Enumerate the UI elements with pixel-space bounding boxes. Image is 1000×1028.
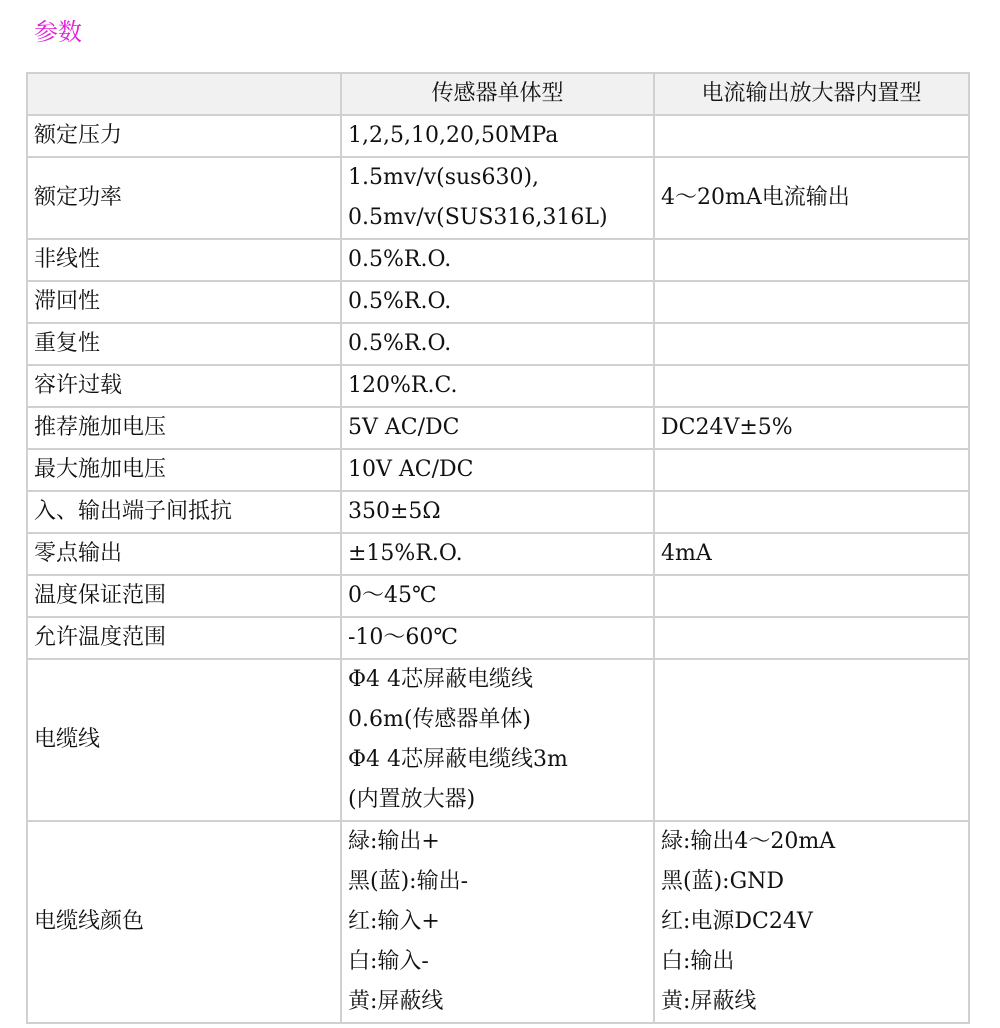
cell-line: 0.5%R.O.	[348, 331, 452, 356]
amplifier-value-cell	[654, 407, 969, 449]
table-row	[27, 239, 969, 281]
amplifier-value-cell	[654, 239, 969, 281]
table-row	[27, 821, 969, 1023]
sensor-value-cell	[341, 115, 654, 157]
sensor-value-cell	[341, 407, 654, 449]
cell-line: -10～60℃	[348, 625, 459, 650]
sensor-value-cell	[341, 491, 654, 533]
cell-line: 1,2,5,10,20,50MPa	[348, 123, 559, 148]
row-label: 电缆线颜色	[27, 821, 341, 1023]
row-label: 零点输出	[27, 533, 341, 575]
sensor-value-cell	[341, 821, 654, 1023]
cell-line: 红:电源DC24V	[661, 909, 813, 934]
sensor-value-cell	[341, 575, 654, 617]
table-row	[27, 449, 969, 491]
table-row	[27, 157, 969, 239]
sensor-value-cell	[341, 239, 654, 281]
cell-line: 4～20mA电流输出	[661, 185, 850, 210]
row-label: 额定压力	[27, 115, 341, 157]
table-row	[27, 491, 969, 533]
sensor-value-cell	[341, 281, 654, 323]
amplifier-value-cell	[654, 449, 969, 491]
cell-line: 黑(蓝):GND	[661, 869, 785, 894]
table-row	[27, 617, 969, 659]
spec-table-body	[27, 73, 969, 1023]
cell-line: 5V AC/DC	[348, 415, 460, 440]
cell-line: ±15%R.O.	[348, 541, 463, 566]
row-label: 入、输出端子间抵抗	[27, 491, 341, 533]
row-label: 额定功率	[27, 157, 341, 239]
cell-line: Φ4 4芯屏蔽电缆线3m	[348, 747, 568, 772]
cell-line: 0.6m(传感器单体)	[348, 707, 532, 732]
header-cell-amplifier: 电流输出放大器内置型	[654, 73, 969, 115]
cell-line: 0.5%R.O.	[348, 289, 452, 314]
cell-line: 緑:输出4～20mA	[661, 829, 836, 854]
cell-line: 4mA	[661, 541, 712, 566]
row-label: 电缆线	[27, 659, 341, 821]
cell-line: 1.5mv/v(sus630),	[348, 165, 540, 190]
row-label: 温度保证范围	[27, 575, 341, 617]
amplifier-value-cell	[654, 157, 969, 239]
header-cell-sensor: 传感器单体型	[341, 73, 654, 115]
cell-line: 白:输入-	[348, 949, 429, 974]
cell-line: 120%R.C.	[348, 373, 458, 398]
cell-line: Φ4 4芯屏蔽电缆线	[348, 667, 534, 692]
cell-line: 0.5mv/v(SUS316,316L)	[348, 205, 608, 230]
sensor-value-cell	[341, 533, 654, 575]
table-header-row	[27, 73, 969, 115]
cell-line: 黄:屏蔽线	[348, 989, 444, 1014]
table-row	[27, 323, 969, 365]
table-row	[27, 533, 969, 575]
cell-line: 白:输出	[661, 949, 735, 974]
row-label: 滞回性	[27, 281, 341, 323]
amplifier-value-cell	[654, 659, 969, 821]
page-title: 参数	[34, 18, 82, 46]
amplifier-value-cell	[654, 115, 969, 157]
amplifier-value-cell	[654, 617, 969, 659]
cell-line: 緑:输出+	[348, 829, 440, 854]
cell-line: 350±5Ω	[348, 499, 441, 524]
row-label: 推荐施加电压	[27, 407, 341, 449]
cell-line: 0.5%R.O.	[348, 247, 452, 272]
table-row	[27, 281, 969, 323]
amplifier-value-cell	[654, 533, 969, 575]
spec-table	[26, 72, 970, 1024]
sensor-value-cell	[341, 365, 654, 407]
header-cell-blank	[27, 73, 341, 115]
row-label: 容许过载	[27, 365, 341, 407]
amplifier-value-cell	[654, 365, 969, 407]
cell-line: 0～45℃	[348, 583, 437, 608]
sensor-value-cell	[341, 659, 654, 821]
table-row	[27, 115, 969, 157]
cell-line: 10V AC/DC	[348, 457, 474, 482]
amplifier-value-cell	[654, 575, 969, 617]
amplifier-value-cell	[654, 821, 969, 1023]
cell-line: (内置放大器)	[348, 787, 476, 812]
row-label: 非线性	[27, 239, 341, 281]
row-label: 重复性	[27, 323, 341, 365]
sensor-value-cell	[341, 617, 654, 659]
amplifier-value-cell	[654, 491, 969, 533]
sensor-value-cell	[341, 323, 654, 365]
cell-line: 红:输入+	[348, 909, 440, 934]
sensor-value-cell	[341, 157, 654, 239]
table-row	[27, 365, 969, 407]
table-row	[27, 407, 969, 449]
row-label: 允许温度范围	[27, 617, 341, 659]
cell-line: 黑(蓝):输出-	[348, 869, 469, 894]
amplifier-value-cell	[654, 323, 969, 365]
table-row	[27, 575, 969, 617]
row-label: 最大施加电压	[27, 449, 341, 491]
cell-line: 黄:屏蔽线	[661, 989, 757, 1014]
table-row	[27, 659, 969, 821]
sensor-value-cell	[341, 449, 654, 491]
amplifier-value-cell	[654, 281, 969, 323]
cell-line: DC24V±5%	[661, 415, 793, 440]
